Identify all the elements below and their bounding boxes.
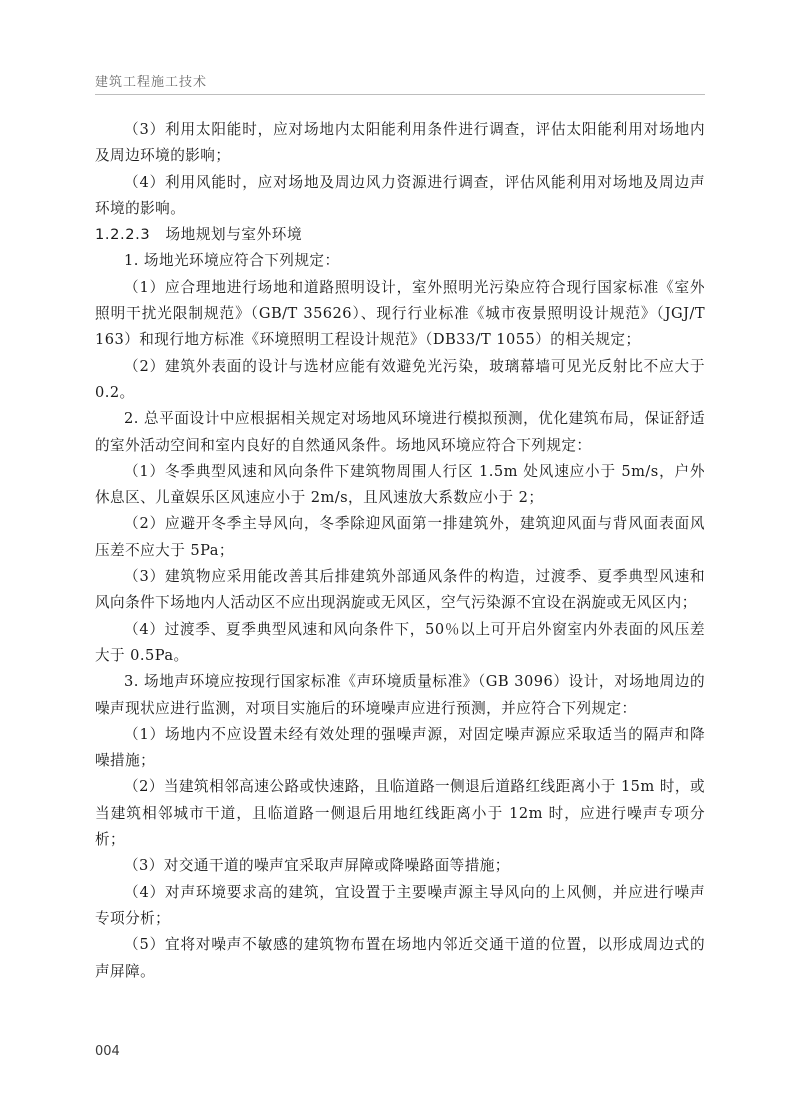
item-facade-light-pollution: （2）建筑外表面的设计与选材应能有效避免光污染，玻璃幕墙可见光反射比不应大于 0.2。 <box>95 357 705 401</box>
page-number: 004 <box>95 1044 120 1059</box>
section-heading: 1.2.2.3 场地规划与室外环境 <box>95 226 303 244</box>
item-perimeter-barrier: （5）宜将对噪声不敏感的建筑物布置在场地内邻近交通干道的位置，以形成周边式的声屏障。 <box>95 936 705 980</box>
running-header: 建筑工程施工技术 <box>95 75 208 90</box>
item-solar-energy: （3）利用太阳能时，应对场地内太阳能利用条件进行调查，评估太阳能利用对场地内及周边环境的影响； <box>95 121 705 165</box>
clause-light-environment: 1. 场地光环境应符合下列规定： <box>124 252 340 270</box>
clause-acoustic-environment: 3. 场地声环境应按现行国家标准《声环境质量标准》（GB 3096）设计，对场地周边的噪声现状应进行监测，对项目实施后的环境噪声应进行预测，并应符合下列规定： <box>95 673 705 717</box>
clause-wind-environment: 2. 总平面设计中应根据相关规定对场地风环境进行模拟预测，优化建筑布局，保证舒适的室外活动空间和室内良好的自然通风条件。场地风环境应符合下列规定： <box>95 410 705 454</box>
header-rule <box>95 94 705 95</box>
item-noise-barrier: （3）对交通干道的噪声宜采取声屏障或降噪路面等措施； <box>124 857 510 875</box>
item-road-noise-analysis: （2）当建筑相邻高速公路或快速路，且临道路一侧退后道路红线距离小于 15m 时，或当建筑相邻城市干道，且临道路一侧退后用地红线距离小于 12m 时，应进行噪声专项分析； <box>95 778 705 849</box>
body-text <box>95 117 705 985</box>
item-window-pressure: （4）过渡季、夏季典型风速和风向条件下，50％以上可开启外窗室内外表面的风压差大于 0.5Pa。 <box>95 620 705 664</box>
item-wind-pressure: （2）应避开冬季主导风向，冬季除迎风面第一排建筑外，建筑迎风面与背风面表面风压差不应大于 5Pa； <box>95 515 705 559</box>
item-ventilation: （3）建筑物应采用能改善其后排建筑外部通风条件的构造，过渡季、夏季典型风速和风向条件下场地内人活动区不应出现涡旋或无风区，空气污染源不宜设在涡旋或无风区内； <box>95 568 705 612</box>
item-noise-source: （1）场地内不应设置未经有效处理的强噪声源，对固定噪声源应采取适当的隔声和降噪措施； <box>95 725 705 770</box>
item-wind-energy: （4）利用风能时，应对场地及周边风力资源进行调查，评估风能利用对场地及周边声环境的影响。 <box>95 173 705 217</box>
item-lighting-design: （1）应合理地进行场地和道路照明设计，室外照明光污染应符合现行国家标准《室外照明干扰光限制规范》（GB/T 35626）、现行行业标准《城市夜景照明设计规范》（JGJ/T 163）和现行地方标准《环境照明工程设计规范》（DB33/T 1055）的相关规定； <box>95 278 705 349</box>
item-upwind-placement: （4）对声环境要求高的建筑，宜设置于主要噪声源主导风向的上风侧，并应进行噪声专项分析； <box>95 883 705 927</box>
item-winter-wind-speed: （1）冬季典型风速和风向条件下建筑物周围人行区 1.5m 处风速应小于 5m/s，户外休息区、儿童娱乐区风速应小于 2m/s，且风速放大系数应小于 2； <box>95 462 705 507</box>
